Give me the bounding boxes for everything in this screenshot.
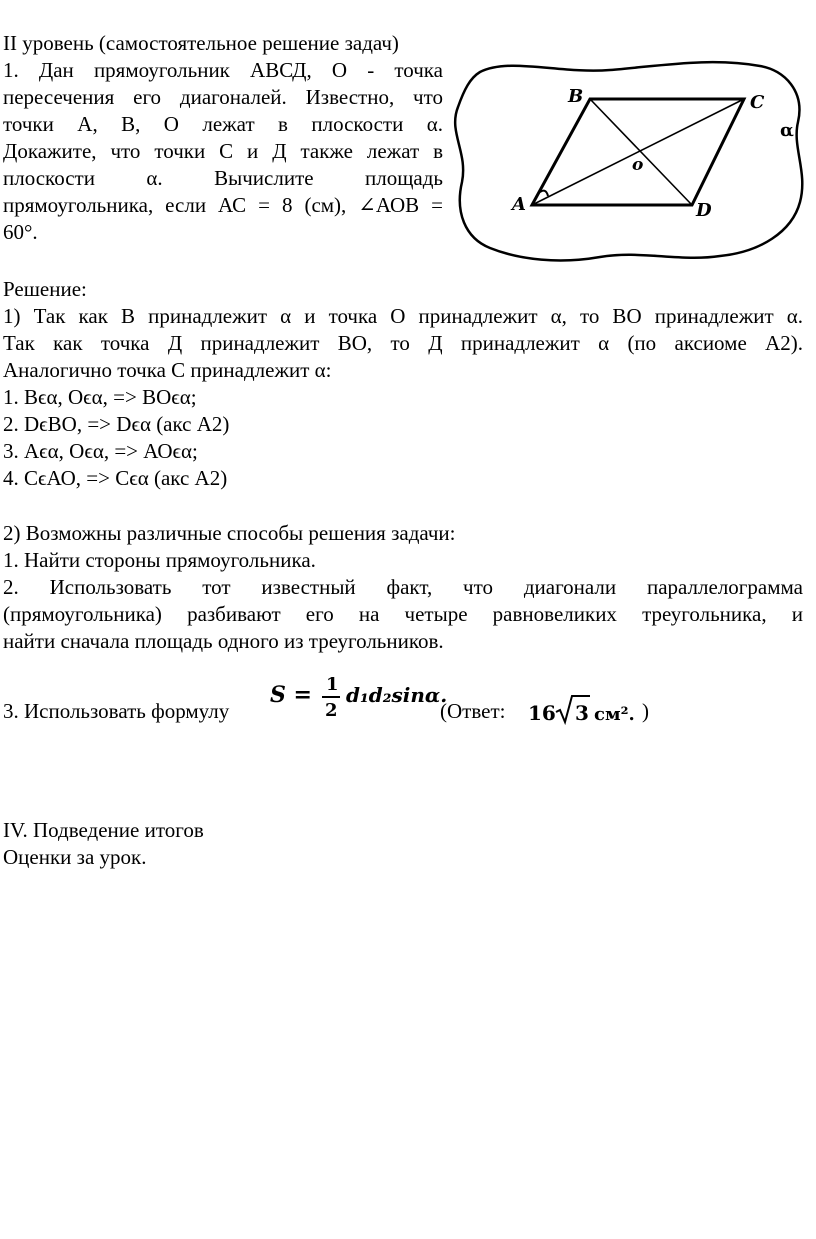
label-o: o [632,155,644,175]
label-c: C [750,92,765,113]
task-line-5: плоскости α. Вычислите площадь [3,166,443,190]
solution-step-3: 3. Аϵα, Оϵα, => АОϵα; [3,439,198,463]
task-line-1: 1. Дан прямоугольник АВСД, О - точка [3,58,443,82]
task-line-2: пересечения его диагоналей. Известно, что [3,85,443,109]
solution-part2-item-2-line-1: 2. Использовать тот известный факт, что диагонали параллелограмма [3,575,803,599]
solution-part2-title: 2) Возможны различные способы решения задачи: [3,521,456,545]
answer-radicand: 3 [575,701,589,725]
diagonal-bd [590,99,692,205]
answer-coefficient: 16 [528,701,556,725]
label-d: D [696,200,712,221]
solution-part2-item-1: 1. Найти стороны прямоугольника. [3,548,316,572]
angle-mark [540,191,548,196]
summary-title: IV. Подведение итогов [3,818,204,842]
task-line-6: прямоугольника, если АС = 8 (см), ∠АОВ = [3,193,443,217]
diagonal-ac [532,99,744,205]
rectangle-figure [440,52,810,272]
solution-part1-line-1: 1) Так как В принадлежит α и точка О принадлежит α, то ВО принадлежит α. [3,304,803,328]
label-a: A [512,194,526,215]
solution-step-4: 4. СϵАО, => Сϵα (акс А2) [3,466,228,490]
area-formula [268,668,458,732]
label-b: B [568,86,584,107]
task-line-3: точки А, В, О лежат в плоскости α. [3,112,443,136]
formula-rhs: d₁d₂sinα. [346,683,448,707]
solution-step-1: 1. Вϵα, Оϵα, => ВОϵα; [3,385,197,409]
answer-open: (Ответ: [440,699,506,723]
solution-part1-line-2: Так как точка Д принадлежит ВО, то Д принадлежит α (по аксиоме А2). [3,331,803,355]
formula-denominator: 2 [325,700,338,721]
solution-part2-item-3: 3. Использовать формулу [3,699,230,723]
solution-step-2: 2. DϵВО, => Dϵα (акс А2) [3,412,230,436]
answer-close: ) [642,699,649,723]
task-line-7: 60°. [3,220,38,244]
section-heading: II уровень (самостоятельное решение задач) [3,31,399,55]
solution-title: Решение: [3,277,87,301]
task-line-4: Докажите, что точки С и Д также лежат в [3,139,443,163]
formula-lhs: S = [270,682,312,708]
label-alpha: α [780,120,794,141]
answer-unit: см². [594,704,635,725]
summary-line: Оценки за урок. [3,845,147,869]
solution-part1-line-3: Аналогично точка С принадлежит α: [3,358,332,382]
answer-value [526,690,646,730]
solution-part2-item-2-line-2: (прямоугольника) разбивают его на четыре равновеликих треугольника, и [3,602,803,626]
formula-numerator: 1 [326,674,339,695]
solution-part2-item-2-line-3: найти сначала площадь одного из треугольников. [3,629,444,653]
